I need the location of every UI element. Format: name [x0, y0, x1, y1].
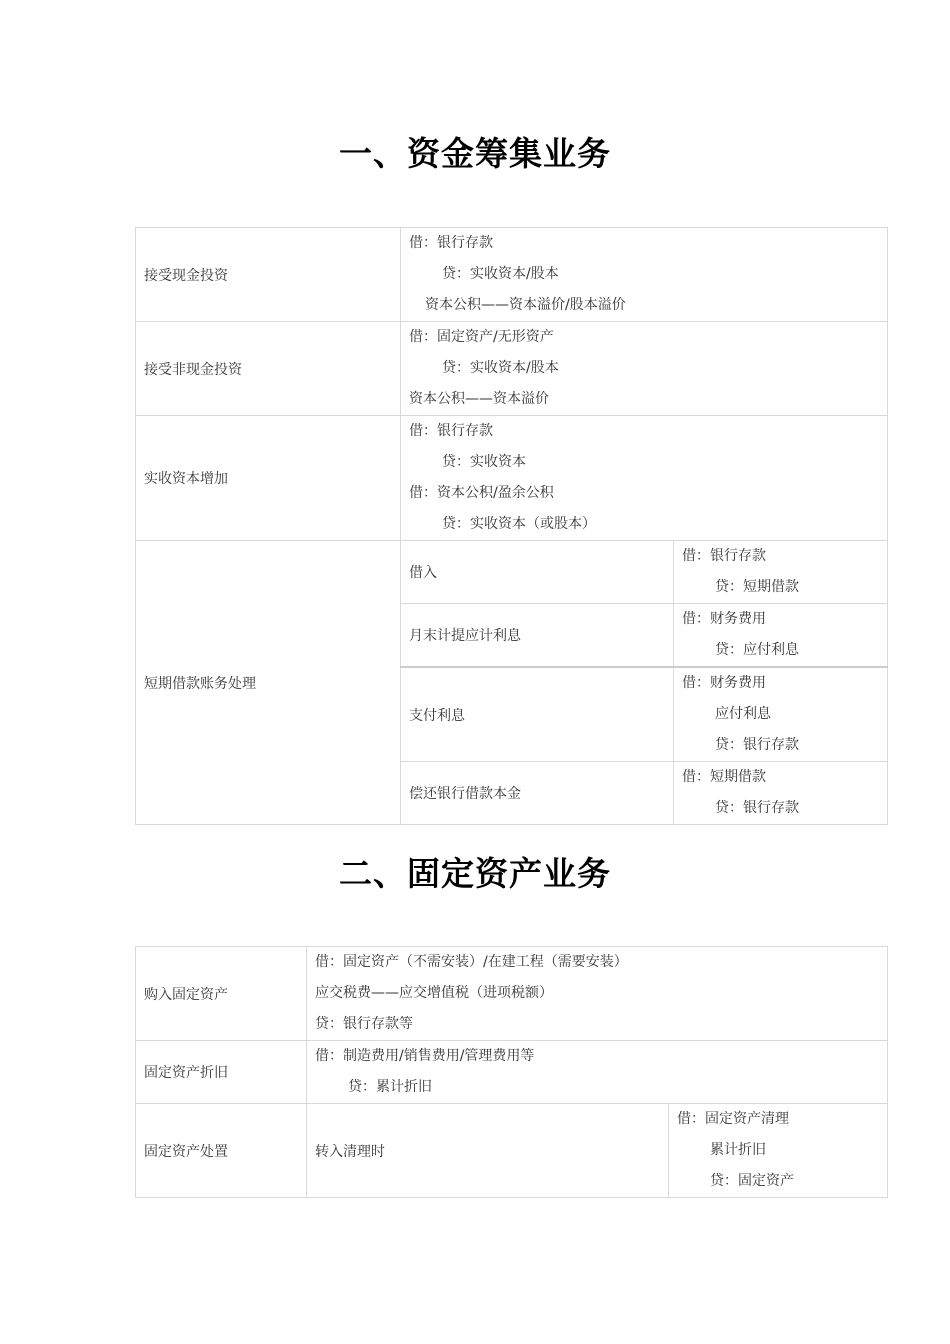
sub-label: 转入清理时	[307, 1104, 669, 1198]
table-row	[136, 541, 888, 604]
sub-label: 月末计提应计利息	[401, 604, 674, 668]
entry-cell: 借：短期借款 贷：银行存款	[674, 762, 888, 825]
sub-label: 借入	[401, 541, 674, 604]
section-title-fixed-assets: 二、固定资产业务	[339, 854, 611, 893]
table-row	[136, 947, 888, 1041]
entry-cell: 借：固定资产（不需安装）/在建工程（需要安装） 应交税费——应交增值税（进项税额） 贷：银行存款等	[307, 947, 888, 1041]
entry-cell: 借：固定资产/无形资产 贷：实收资本/股本 资本公积——资本溢价	[401, 322, 888, 416]
table-row	[136, 228, 888, 322]
entry-cell: 借：财务费用 应付利息 贷：银行存款	[674, 667, 888, 762]
entry-cell: 借：银行存款 贷：实收资本 借：资本公积/盈余公积 贷：实收资本（或股本）	[401, 416, 888, 541]
table-row	[136, 322, 888, 416]
sub-label: 偿还银行借款本金	[401, 762, 674, 825]
entry-cell: 借：财务费用 贷：应付利息	[674, 604, 888, 668]
table-row	[136, 1041, 888, 1104]
row-label: 短期借款账务处理	[136, 541, 401, 825]
row-label: 固定资产处置	[136, 1104, 307, 1198]
row-label: 实收资本增加	[136, 416, 401, 541]
entry-cell: 借：制造费用/销售费用/管理费用等 贷：累计折旧	[307, 1041, 888, 1104]
table-row	[136, 416, 888, 541]
row-label: 接受非现金投资	[136, 322, 401, 416]
row-label: 接受现金投资	[136, 228, 401, 322]
row-label: 购入固定资产	[136, 947, 307, 1041]
fixed-assets-table	[135, 946, 888, 1198]
entry-cell: 借：银行存款 贷：实收资本/股本 资本公积——资本溢价/股本溢价	[401, 228, 888, 322]
entry-cell: 借：银行存款 贷：短期借款	[674, 541, 888, 604]
table-row	[136, 1104, 888, 1198]
row-label: 固定资产折旧	[136, 1041, 307, 1104]
entry-cell: 借：固定资产清理 累计折旧 贷：固定资产	[669, 1104, 888, 1198]
sub-label: 支付利息	[401, 667, 674, 762]
funding-table	[135, 227, 888, 825]
section-title-funding: 一、资金筹集业务	[339, 134, 611, 173]
